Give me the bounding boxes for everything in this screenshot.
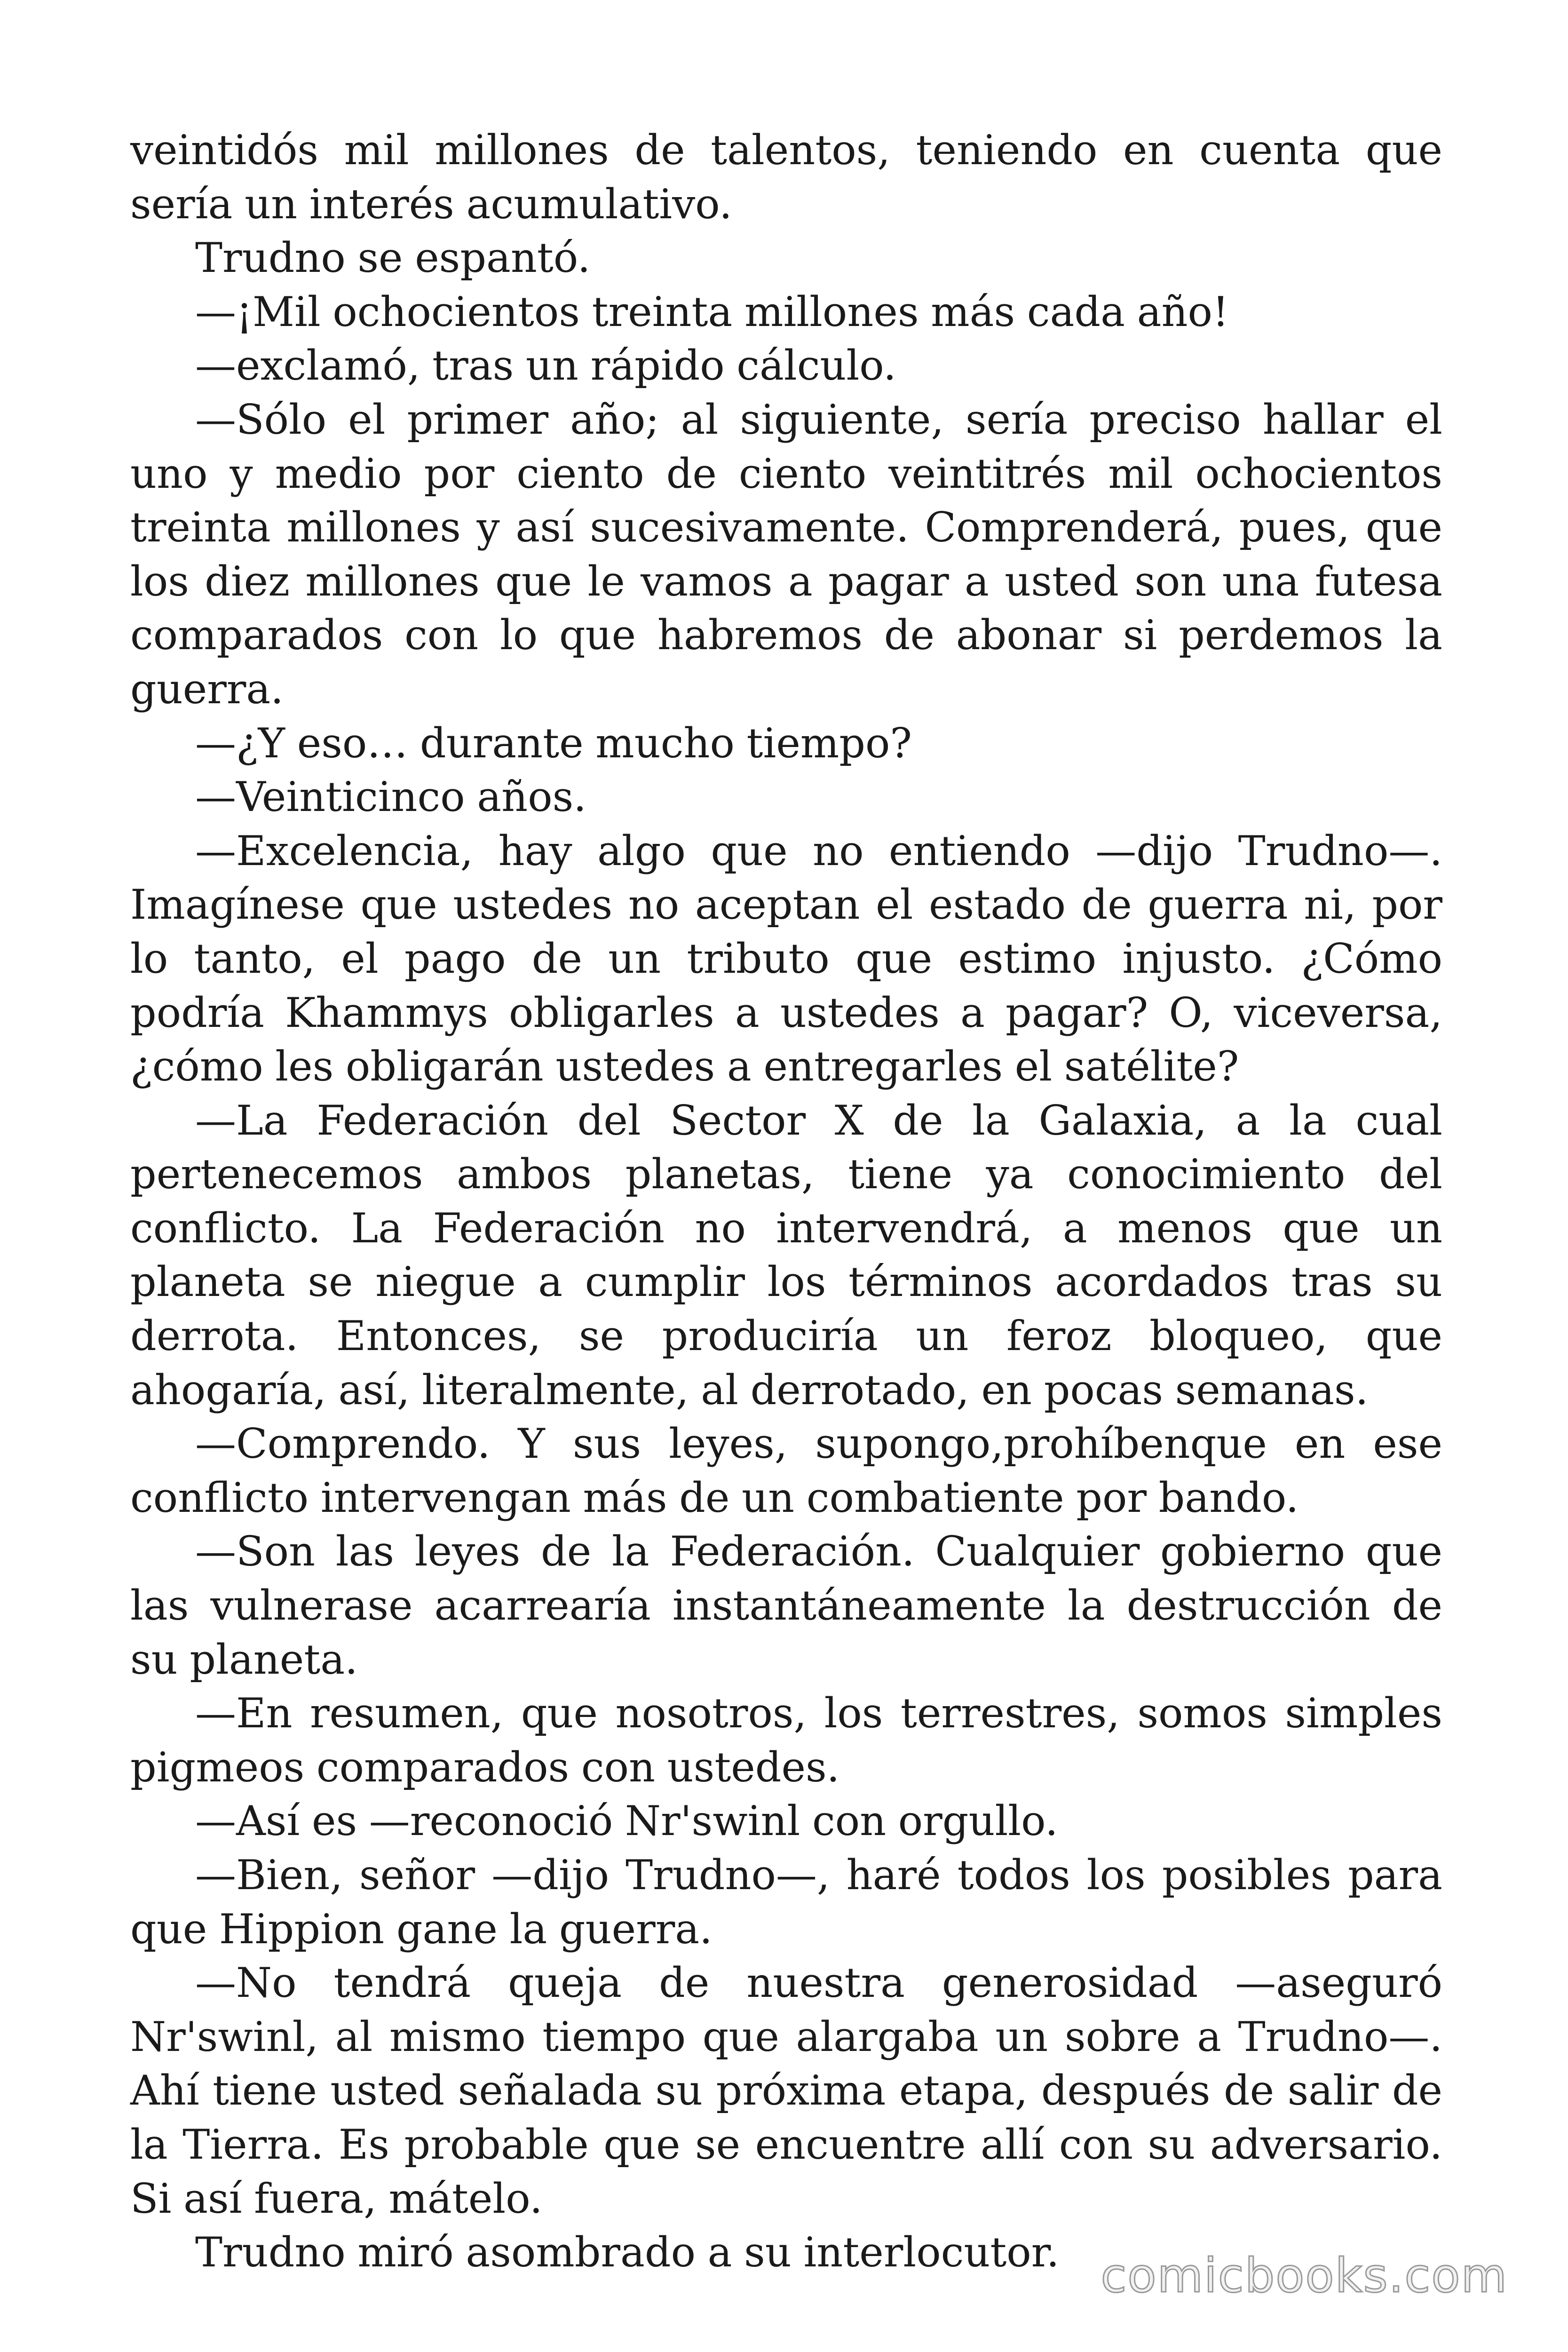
paragraph: —Son las leyes de la Federación. Cualquier gobierno que las vulnerase acarrearía instantáneamente la destrucción de su planeta. <box>130 1527 1442 1684</box>
paragraph: —No tendrá queja de nuestra generosidad —aseguró Nr'swinl, al mismo tiempo que alargaba un sobre a Trudno—. Ahí tiene usted señalada su próxima etapa, después de salir de la Tierra. Es probable que se encuentre allí con su adversario. Si así fuera, mátelo. <box>130 1959 1442 2223</box>
watermark: comicbooks.com <box>1101 2248 1508 2303</box>
paragraph: —Así es —reconoció Nr'swinl con orgullo. <box>195 1797 1058 1845</box>
paragraph: —Excelencia, hay algo que no entiendo —dijo Trudno—. Imagínese que ustedes no aceptan el estado de guerra ni, por lo tanto, el pago de un tributo que estimo injusto. ¿Cómo podría Khammys obligarles a ustedes a pagar? O, viceversa, ¿cómo les obligarán ustedes a entregarles el satélite? <box>130 826 1442 1091</box>
paragraph: Trudno se espantó. <box>195 234 591 282</box>
page-body <box>130 123 1442 2280</box>
paragraph: —En resumen, que nosotros, los terrestres, somos simples pigmeos comparados con ustedes. <box>130 1689 1442 1791</box>
paragraph: —Sólo el primer año; al siguiente, sería preciso hallar el uno y medio por ciento de ciento veintitrés mil ochocientos treinta millones y así sucesivamente. Comprenderá, pues, que los diez millones que le vamos a pagar a usted son una futesa comparados con lo que habremos de abonar si perdemos la guerra. <box>130 395 1442 713</box>
paragraph: veintidós mil millones de talentos, teniendo en cuenta que sería un interés acumulativo. <box>130 126 1442 228</box>
paragraph: —¿Y eso… durante mucho tiempo? <box>195 719 912 767</box>
paragraph: —Bien, señor —dijo Trudno—, haré todos los posibles para que Hippion gane la guerra. <box>130 1851 1442 1953</box>
paragraph: —¡Mil ochocientos treinta millones más cada año! <box>195 287 1229 336</box>
paragraph: —Veinticinco años. <box>195 773 586 821</box>
paragraph: —Comprendo. Y sus leyes, supongo,prohíbenque en ese conflicto intervengan más de un combatiente por bando. <box>130 1420 1442 1522</box>
paragraph: —La Federación del Sector X de la Galaxia, a la cual pertenecemos ambos planetas, tiene ya conocimiento del conflicto. La Federación no intervendrá, a menos que un planeta se niegue a cumplir los términos acordados tras su derrota. Entonces, se produciría un feroz bloqueo, que ahogaría, así, literalmente, al derrotado, en pocas semanas. <box>130 1096 1442 1414</box>
paragraph: Trudno miró asombrado a su interlocutor. <box>195 2228 1060 2277</box>
paragraph: —exclamó, tras un rápido cálculo. <box>195 342 896 390</box>
